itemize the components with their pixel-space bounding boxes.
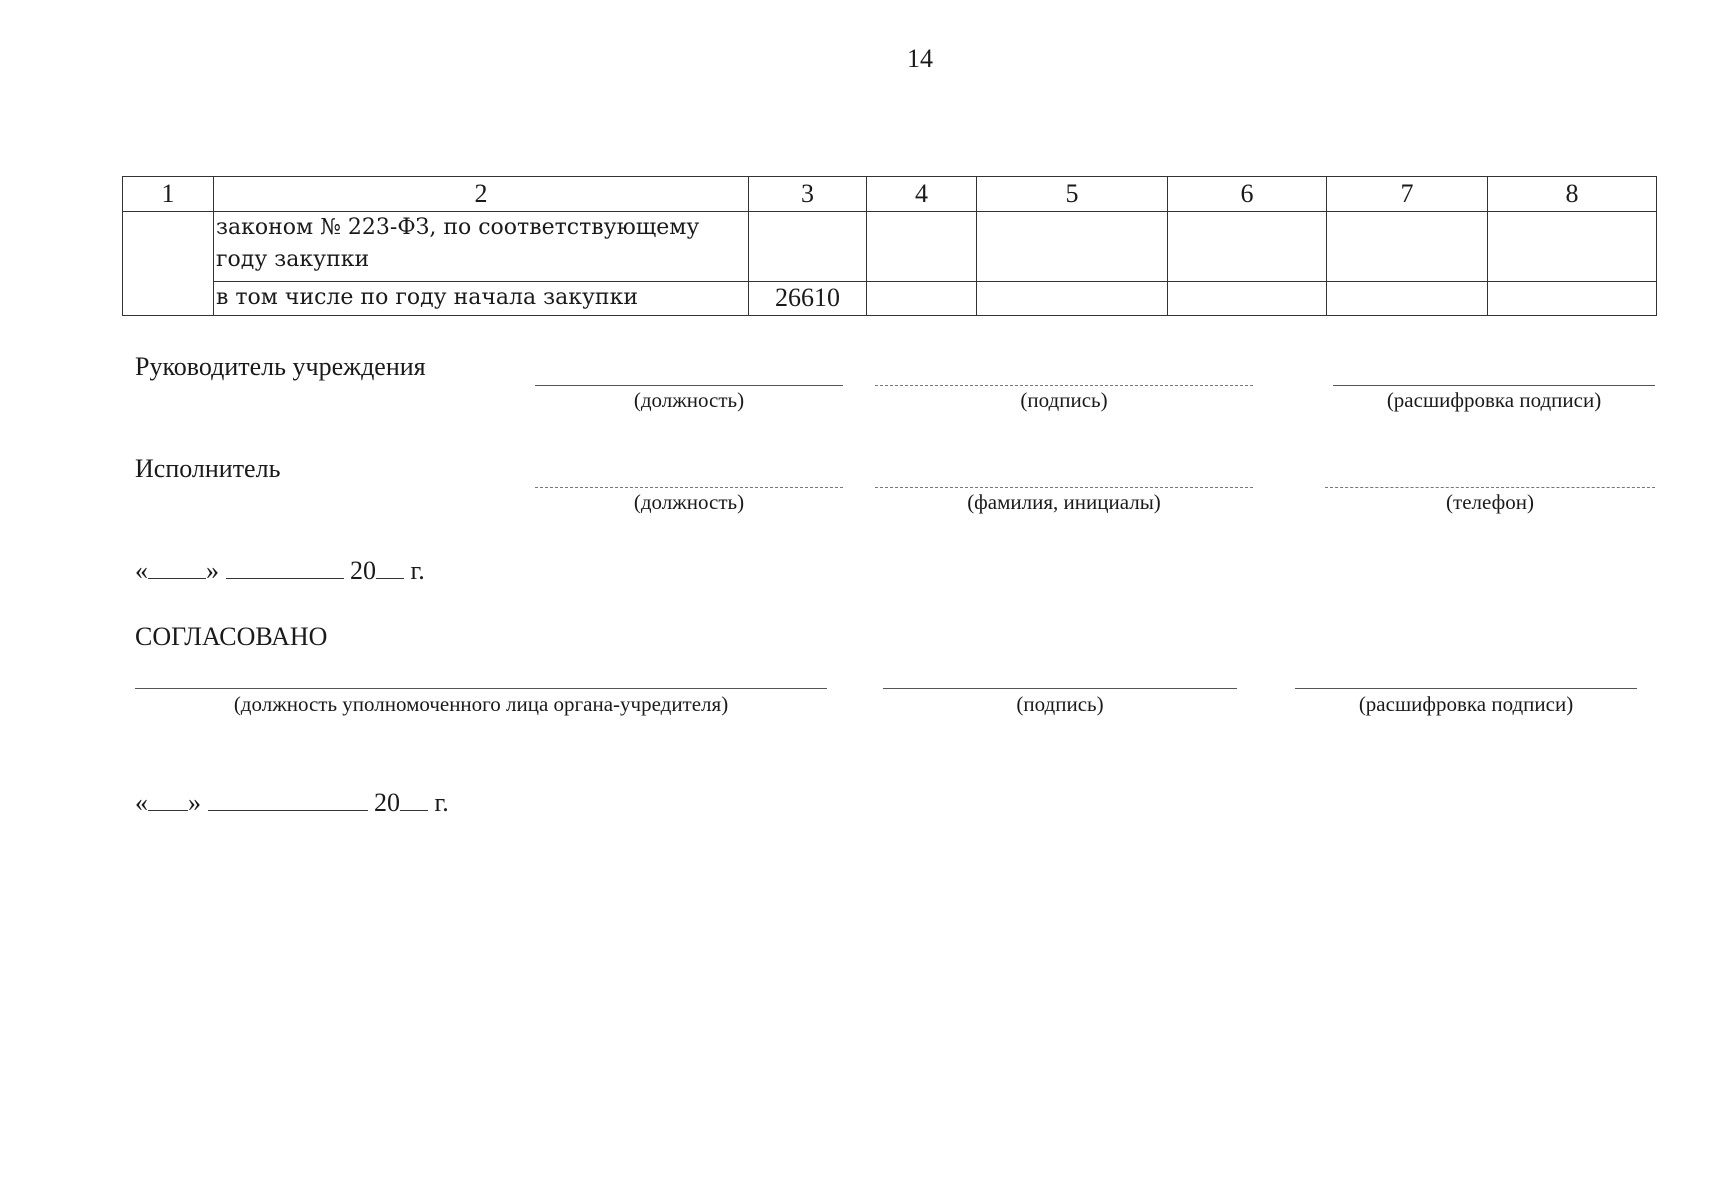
date-line-1 [135,556,425,586]
executor-phone-caption: (телефон) [1446,490,1534,514]
approval-signature-line[interactable] [883,688,1237,689]
date-close-quote: » [206,556,219,585]
executor-label: Исполнитель [135,454,281,483]
table-cell-c4 [867,282,977,316]
head-position-line[interactable] [535,385,843,386]
data-table [122,176,1657,316]
column-header-3: 3 [749,177,867,212]
head-signature-decoding-caption: (расшифровка подписи) [1386,388,1602,412]
table-header-row [123,177,1657,212]
head-label: Руководитель учреждения [135,352,426,381]
date-year-suffix: г. [434,788,449,817]
column-header-7: 7 [1327,177,1488,212]
column-header-8: 8 [1488,177,1657,212]
column-header-5: 5 [977,177,1168,212]
approval-signature-decoding-caption: (расшифровка подписи) [1358,692,1574,716]
table-cell-c6 [1168,212,1327,282]
table-cell-description: законом № 223-ФЗ, по соответствующему году закупки [214,212,749,282]
date-close-quote: » [188,788,201,817]
approval-signature-caption: (подпись) [1016,692,1104,716]
table-cell-code [749,212,867,282]
column-header-1: 1 [123,177,214,212]
executor-phone-line[interactable] [1325,487,1655,488]
table-cell-c7 [1327,282,1488,316]
date-open-quote: « [135,556,148,585]
head-signature-decoding-line[interactable] [1333,385,1655,386]
date-year-suffix: г. [410,556,425,585]
date-open-quote: « [135,788,148,817]
date-day-blank[interactable] [148,788,188,811]
date-month-blank[interactable] [226,556,344,579]
column-header-4: 4 [867,177,977,212]
table-cell-description: в том числе по году начала закупки [214,282,749,316]
page-number: 14 [907,44,933,73]
table-cell-code: 26610 [749,282,867,316]
table-cell-c6 [1168,282,1327,316]
date-year-blank[interactable] [376,556,404,579]
table-cell-c8 [1488,212,1657,282]
date-year-prefix: 20 [350,556,376,585]
approval-position-caption: (должность уполномоченного лица органа-учредителя) [233,692,729,716]
executor-name-line[interactable] [875,487,1253,488]
approval-label: СОГЛАСОВАНО [135,622,328,651]
head-position-caption: (должность) [633,388,745,412]
column-header-2: 2 [214,177,749,212]
head-signature-line[interactable] [875,385,1253,386]
table-cell-c4 [867,212,977,282]
table-cell-c5 [977,282,1168,316]
table-cell-c5 [977,212,1168,282]
table-cell-c8 [1488,282,1657,316]
head-signature-caption: (подпись) [1020,388,1108,412]
date-line-2 [135,788,449,818]
approval-position-line[interactable] [135,688,827,689]
column-header-6: 6 [1168,177,1327,212]
date-year-blank[interactable] [400,788,428,811]
approval-signature-decoding-line[interactable] [1295,688,1637,689]
executor-position-line[interactable] [535,487,843,488]
date-year-prefix: 20 [374,788,400,817]
date-month-blank[interactable] [208,788,368,811]
table-cell-col1 [123,212,214,316]
table-cell-c7 [1327,212,1488,282]
table-row [123,212,1657,282]
executor-name-caption: (фамилия, инициалы) [967,490,1161,514]
table-row [123,282,1657,316]
executor-position-caption: (должность) [633,490,745,514]
date-day-blank[interactable] [148,556,206,579]
